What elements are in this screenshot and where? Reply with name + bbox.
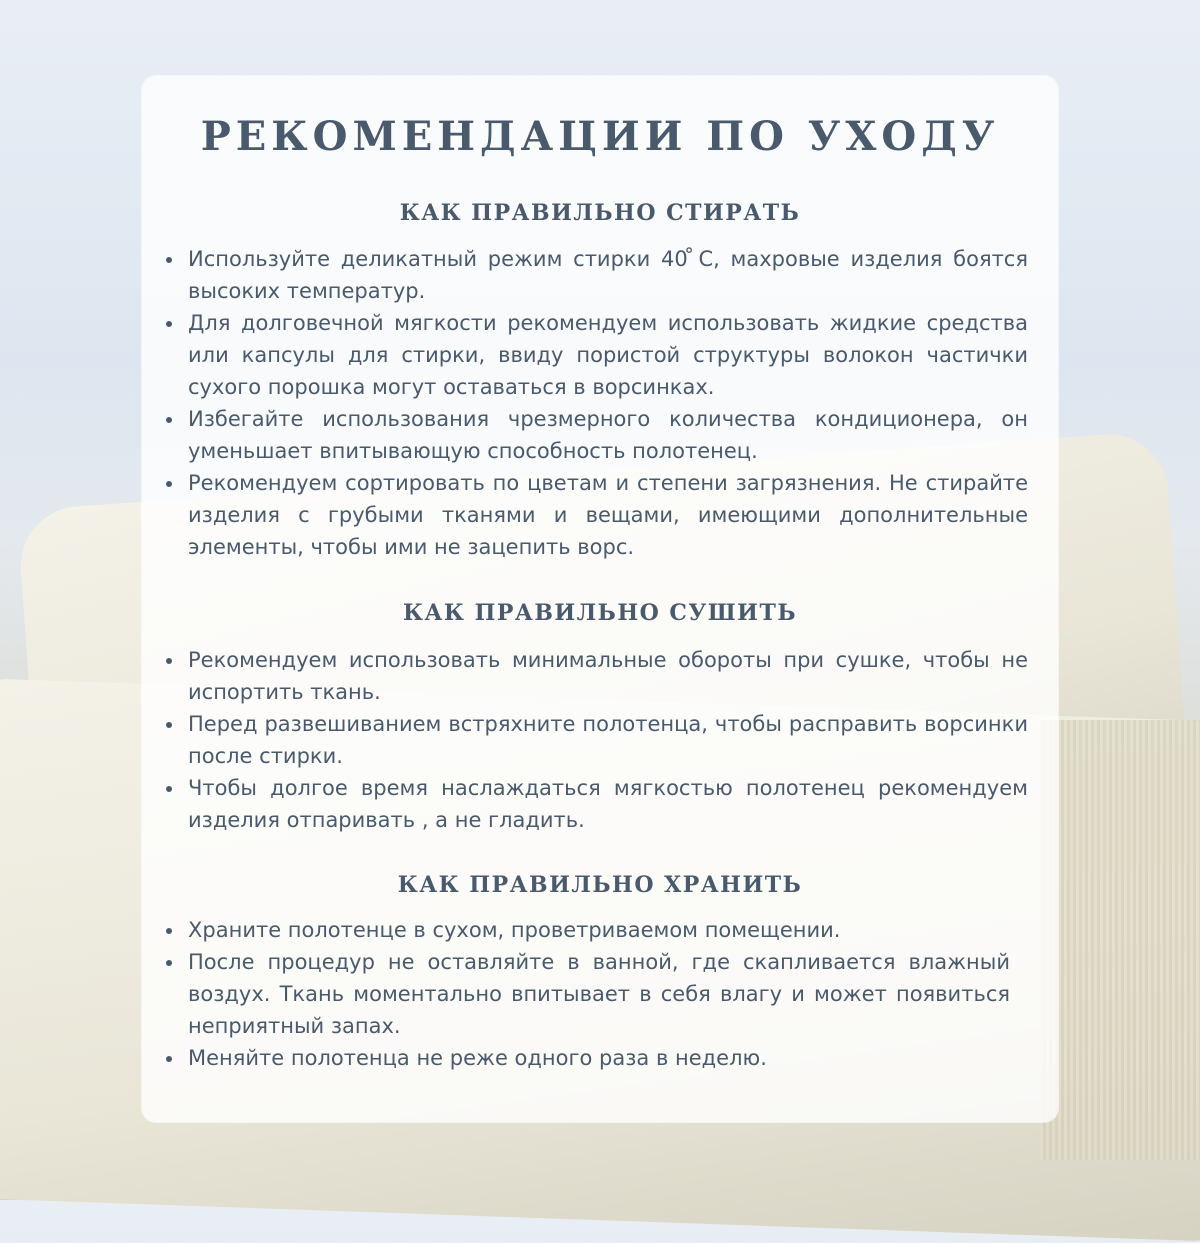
section-title-dry: КАК ПРАВИЛЬНО СУШИТЬ <box>402 600 797 626</box>
list-item-text: Избегайте использования чрезмерного количества кондиционера, он уменьшает впитывающую способность полотенец. <box>188 407 1028 463</box>
dry-list <box>166 644 1028 836</box>
list-item <box>166 403 1028 467</box>
background-towel-band <box>1040 720 1200 1160</box>
list-item <box>166 467 1028 563</box>
bullet-icon <box>166 960 172 966</box>
list-item <box>166 307 1028 403</box>
list-item <box>166 243 1028 307</box>
list-item-text: После процедур не оставляйте в ванной, где скапливается влажный воздух. Ткань моментально впитывает в себя влагу и может появиться неприятный запах. <box>188 950 1010 1038</box>
list-item-text: Для долговечной мягкости рекомендуем использовать жидкие средства или капсулы для стирки, ввиду пористой структуры волокон частички сухого порошка могут оставаться в ворсинках. <box>188 311 1028 399</box>
bullet-icon <box>166 786 172 792</box>
section-title-store: КАК ПРАВИЛЬНО ХРАНИТЬ <box>397 872 803 898</box>
bullet-icon <box>166 928 172 934</box>
bullet-icon <box>166 257 172 263</box>
list-item-text: Рекомендуем сортировать по цветам и степени загрязнения. Не стирайте изделия с грубыми тканями и вещами, имеющими дополнительные элементы, чтобы ими не зацепить ворс. <box>188 471 1028 559</box>
list-item-text: Храните полотенце в сухом, проветриваемом помещении. <box>188 918 841 942</box>
list-item-text: Используйте деликатный режим стирки 40 ̊С, махровые изделия боятся высоких температур. <box>188 247 1028 303</box>
bullet-icon <box>166 1056 172 1062</box>
list-item-text: Меняйте полотенца не реже одного раза в неделю. <box>188 1046 767 1070</box>
list-item <box>166 644 1028 708</box>
section-title-wash: КАК ПРАВИЛЬНО СТИРАТЬ <box>399 200 801 226</box>
list-item <box>166 1042 1010 1074</box>
list-item <box>166 914 1010 946</box>
list-item-text: Чтобы долгое время наслаждаться мягкостью полотенец рекомендуем изделия отпаривать , а не гладить. <box>188 776 1028 832</box>
wash-list <box>166 243 1028 563</box>
list-item <box>166 708 1028 772</box>
list-item-text: Перед развешиванием встряхните полотенца, чтобы расправить ворсинки после стирки. <box>188 712 1028 768</box>
list-item <box>166 946 1010 1042</box>
list-item-text: Рекомендуем использовать минимальные обороты при сушке, чтобы не испортить ткань. <box>188 648 1028 704</box>
list-item <box>166 772 1028 836</box>
bullet-icon <box>166 417 172 423</box>
bullet-icon <box>166 321 172 327</box>
bullet-icon <box>166 722 172 728</box>
bullet-icon <box>166 481 172 487</box>
page-title: РЕКОМЕНДАЦИИ ПО УХОДУ <box>200 113 1000 160</box>
store-list <box>166 914 1010 1074</box>
bullet-icon <box>166 658 172 664</box>
